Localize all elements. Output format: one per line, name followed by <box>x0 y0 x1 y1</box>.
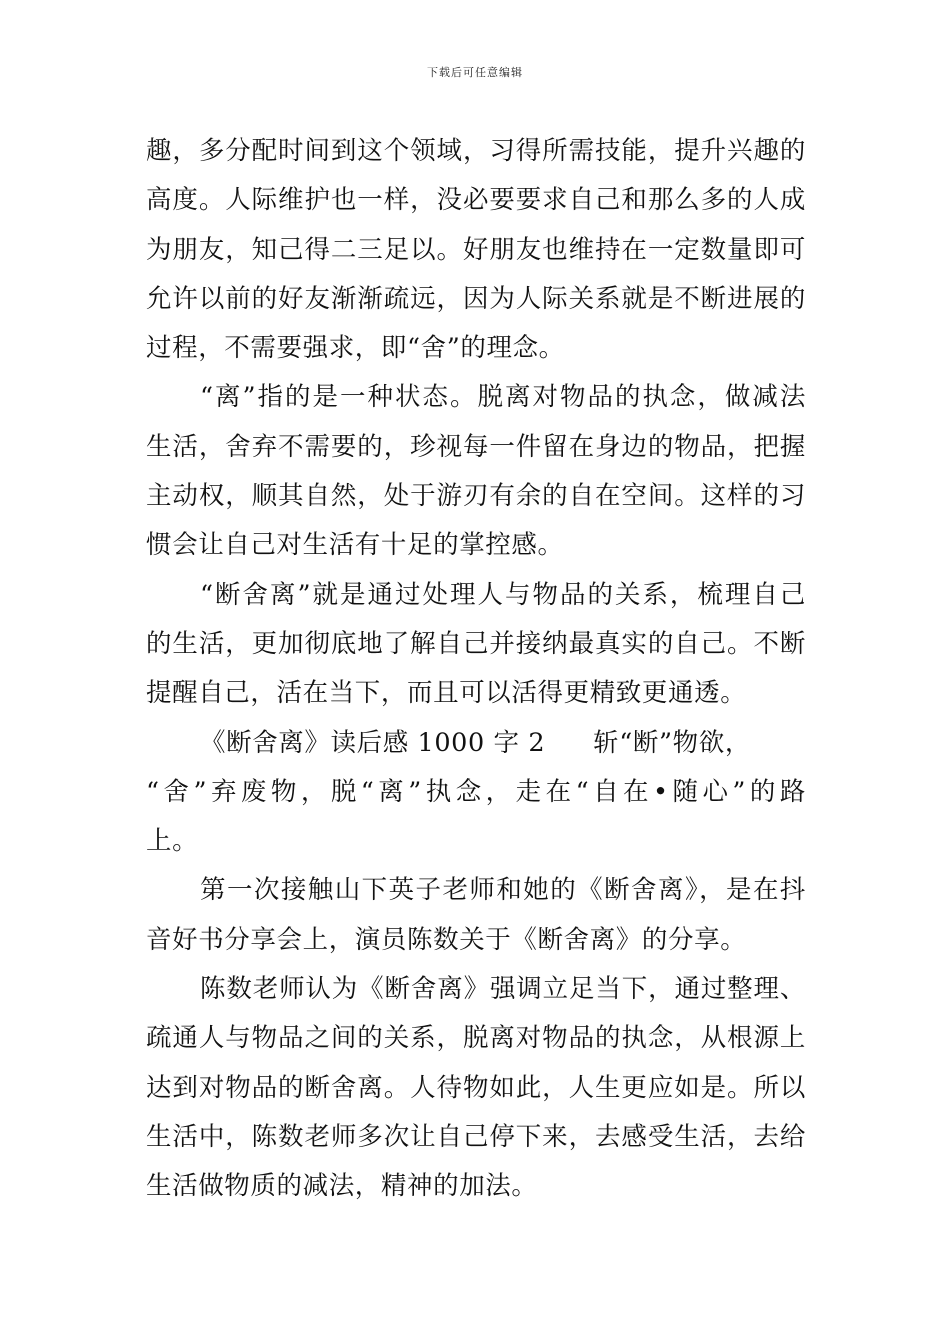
heading-tail-text: 斩“断”物欲， <box>593 727 751 758</box>
text-line: 主动权，顺其自然，处于游刃有余的自在空间。这样的习 <box>146 481 806 512</box>
text-line: “舍”弃废物，脱“离”执念，走在“自在•随心”的路 <box>146 776 806 807</box>
text-line: 过程，不需要强求，即“舍”的理念。 <box>146 333 565 364</box>
text-line: 允许以前的好友渐渐疏远，因为人际关系就是不断进展的 <box>146 283 806 314</box>
text-line: 达到对物品的断舍离。人待物如此，人生更应如是。所以 <box>146 1072 806 1103</box>
text-line: 提醒自己，活在当下，而且可以活得更精致更通透。 <box>146 678 747 709</box>
text-line: 音好书分享会上，演员陈数关于《断舍离》的分享。 <box>146 924 747 955</box>
paragraph <box>146 866 806 965</box>
text-line: 的生活，更加彻底地了解自己并接纳最真实的自己。不断 <box>146 628 806 659</box>
text-line: 陈数老师认为《断舍离》强调立足当下，通过整理、 <box>200 974 806 1005</box>
text-line: “离”指的是一种状态。脱离对物品的执念，做减法 <box>200 382 806 413</box>
text-line: 高度。人际维护也一样，没必要要求自己和那么多的人成 <box>146 185 806 216</box>
text-line: “断舍离”就是通过处理人与物品的关系，梳理自己 <box>200 579 806 610</box>
text-line: 生活中，陈数老师多次让自己停下来，去感受生活，去给 <box>146 1121 806 1152</box>
paragraph <box>146 965 806 1211</box>
text-line: 趣，多分配时间到这个领域，习得所需技能，提升兴趣的 <box>146 136 806 166</box>
text-line: 为朋友，知己得二三足以。好朋友也维持在一定数量即可 <box>146 234 806 265</box>
text-line: 上。 <box>146 826 199 857</box>
text-line: 生活，舍弃不需要的，珍视每一件留在身边的物品，把握 <box>146 431 806 462</box>
document-body <box>146 127 806 1212</box>
paragraph <box>146 719 806 867</box>
text-line: 第一次接触山下英子老师和她的《断舍离》，是在抖 <box>200 875 806 906</box>
page-header: 下载后可任意编辑 <box>427 66 523 79</box>
section-heading-line <box>146 719 806 768</box>
text-line: 惯会让自己对生活有十足的掌控感。 <box>146 530 564 561</box>
paragraph <box>146 571 806 719</box>
section-heading: 《断舍离》读后感 1000 字 2 <box>200 727 546 758</box>
paragraph <box>146 373 806 570</box>
text-line: 疏通人与物品之间的关系，脱离对物品的执念，从根源上 <box>146 1023 806 1054</box>
paragraph <box>146 127 806 373</box>
text-line: 生活做物质的减法，精神的加法。 <box>146 1171 538 1202</box>
